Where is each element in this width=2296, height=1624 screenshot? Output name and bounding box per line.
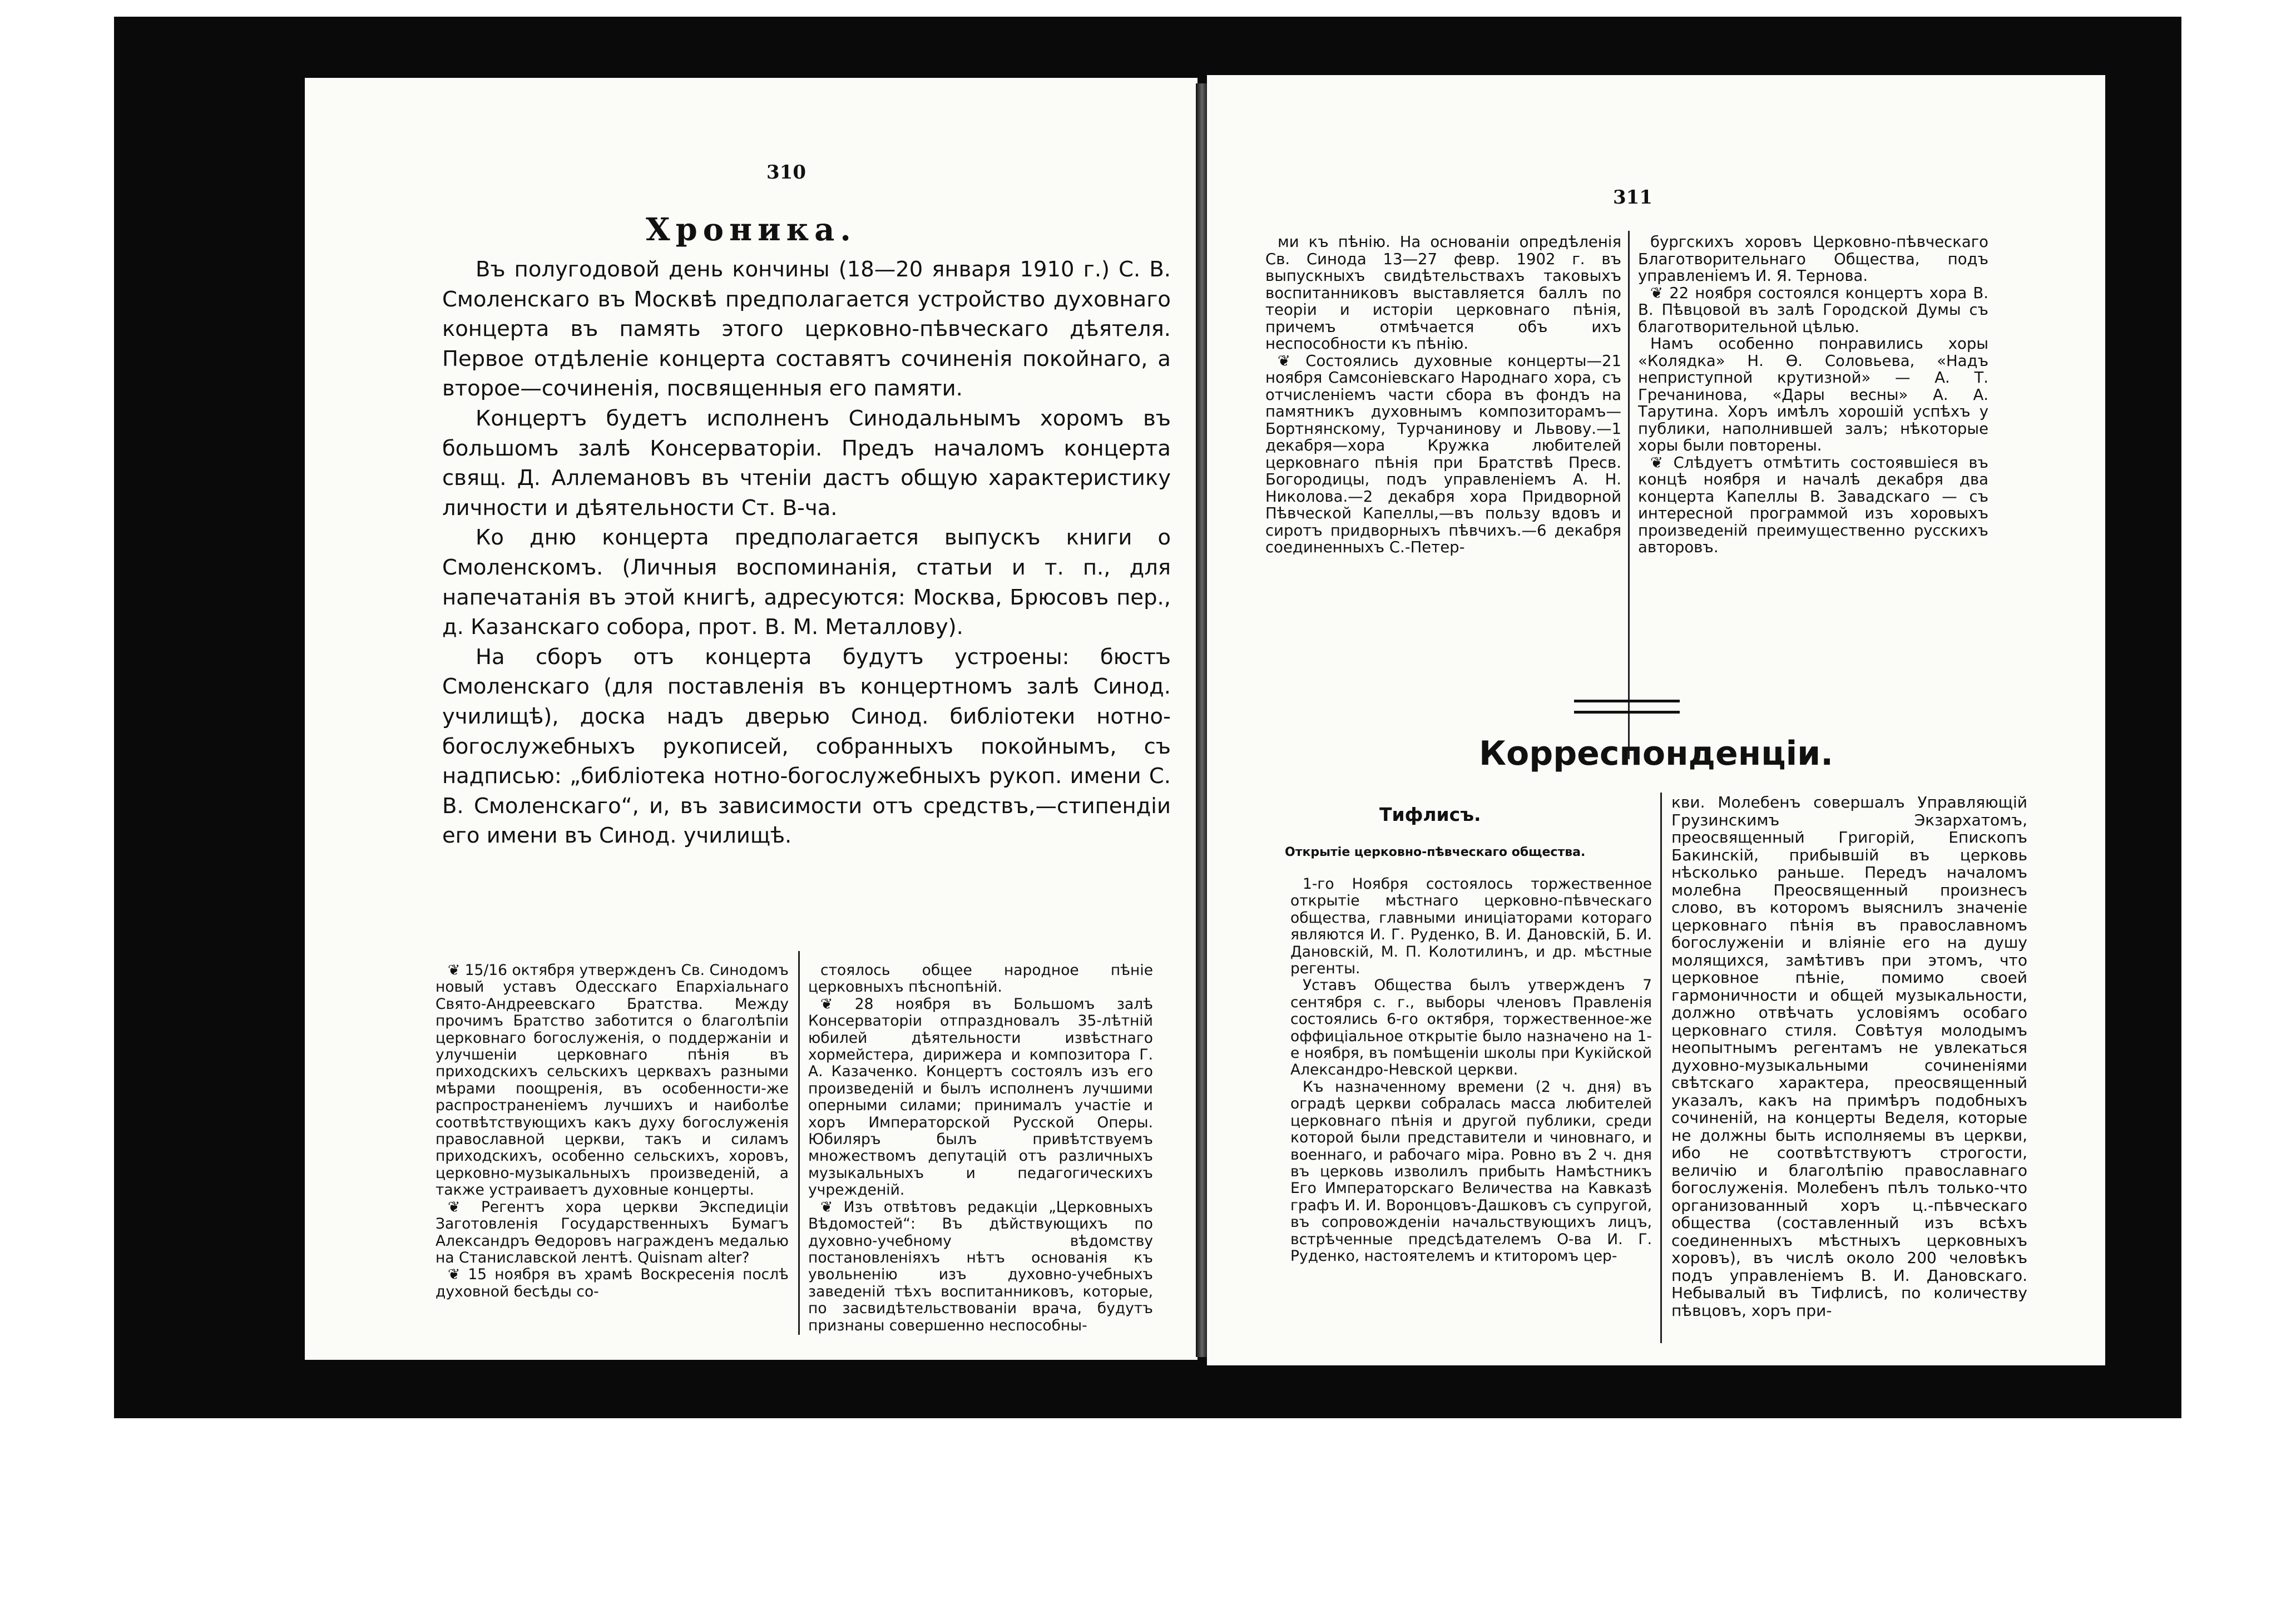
news-item: ми къ пѣнію. На основаніи опредѣленія Св. Синода 13—27 февр. 1902 г. въ выпускныхъ свидѣтельствахъ таковыхъ воспитанниковъ выставляется баллъ по теоріи и исторіи церковнаго пѣнія, причемъ отмѣчается объ ихъ неспособности къ пѣнію. — [1265, 233, 1621, 353]
section-title-chronicle: Хроника. — [646, 211, 857, 248]
article-paragraph: Къ назначенному времени (2 ч. дня) въ оградѣ церкви собралась масса любителей церковнаго пѣнія и другой публики, среди которой были представители и чиновнаго, и военнаго, и рабочаго міра. Ровно въ 2 ч. дня въ церковь изволилъ прибыть Намѣстникъ Его Императорскаго Величества на Кавказѣ графъ И. И. Воронцовъ-Дашковъ съ супругой, въ сопровожденіи начальствующихъ лицъ, встрѣченные предсѣдателемъ О-ва И. Г. Руденко, настоятелемъ и ктиторомъ цер- — [1290, 1078, 1652, 1265]
article-paragraph: кви. Молебенъ совершалъ Управляющій Грузинскимъ Экзархатомъ, преосвященный Григорій, Епископъ Бакинскій, прибывшій въ церковь нѣсколько раньше. Передъ началомъ молебна Преосвященный произнесъ слово, въ которомъ выяснилъ значеніе церковнаго пѣнія въ православномъ богослуженіи и вліяніе его на душу молящихся, замѣтивъ при этомъ, что церковное пѣніе, помимо своей гармоничности и общей музыкальности, должно отвѣчать условіямъ особаго церковнаго стиля. Совѣтуя молодымъ неопытнымъ регентамъ не увлекаться духовно-музыкальными сочиненіями свѣтскаго характера, преосвященный указалъ, какъ на примѣръ подобныхъ сочиненій, на концерты Веделя, которые не должны быть исполняемы въ церкви, ибо не соотвѣтствуютъ строгости, величію и благолѣпію православнаго богослуженія. Молебенъ пѣлъ только-что организованный хоръ ц.-пѣвческаго общества (составленный изъ всѣхъ соединенныхъ мѣстныхъ церковныхъ хоровъ), въ числѣ около 200 человѣкъ подъ управленіемъ В. И. Дановскаго. Небывалый въ Тифлисѣ, по количеству пѣвцовъ, хоръ при- — [1671, 793, 2027, 1320]
left-page — [305, 78, 1198, 1360]
page-number: 310 — [766, 161, 806, 184]
news-item: ❦ 15 ноября въ храмѣ Воскресенія послѣ духовной бесѣды со- — [436, 1266, 789, 1300]
news-item: бургскихъ хоровъ Церковно-пѣвческаго Благотворительнаго Общества, подъ управленіемъ И. Я. Тернова. — [1638, 233, 1988, 285]
article-paragraph: 1-го Ноября состоялось торжественное открытіе мѣстнаго церковно-пѣвческаго общества, главными иниціаторами котораго являются И. Г. Руденко, В. И. Дановскій, Б. И. Дановскій, М. П. Колотилинъ, и др. мѣстные регенты. — [1290, 875, 1652, 978]
right-page — [1207, 75, 2105, 1365]
news-item: ❦ Состоялись духовные концерты—21 ноября Самсоніевскаго Народнаго хора, съ отчисленіемъ части сбора въ фондъ на памятникъ духовнымъ композиторамъ—Бортнянскому, Турчанинову и Львову.—1 декабря—хора Кружка любителей церковнаго пѣнія при Братствѣ Пресв. Богородицы, подъ управленіемъ А. Н. Николова.—2 декабря хора Придворной Пѣвческой Капеллы,—въ пользу вдовъ и сиротъ придворныхъ пѣвчихъ.—6 декабря соединенныхъ С.-Петер- — [1265, 351, 1621, 556]
city-heading: Тифлисъ. — [1379, 804, 1481, 825]
page-number: 311 — [1613, 186, 1652, 209]
bottom-right-column — [1671, 794, 2027, 1319]
paragraph: Ко дню концерта предполагается выпускъ книги о Смоленскомъ. (Личныя воспоминанія, статьи и т. п., для напечатанія въ этой книгѣ, адресуются: Москва, Брюсовъ пер., д. Казанскаго собора, прот. В. М. Металлову). — [442, 525, 1171, 640]
paragraph: Въ полугодовой день кончины (18—20 января 1910 г.) С. В. Смоленскаго въ Москвѣ предполагается устройство духовнаго концерта въ память этого церковно-пѣвческаго дѣятеля. Первое отдѣленіе концерта составятъ сочиненія покойнаго, а второе—сочиненія, посвященныя его памяти. — [442, 257, 1171, 402]
news-item: ❦ 22 ноября состоялся концертъ хора В. В. Пѣвцовой въ залѣ Городской Думы съ благотворительной цѣлью. — [1638, 284, 1988, 336]
book-gutter — [1196, 83, 1208, 1357]
decorative-rule — [1574, 711, 1680, 714]
news-item: ❦ 15/16 октября утвержденъ Св. Синодомъ новый уставъ Одесскаго Епархіальнаго Свято-Андреевскаго Братства. Между прочимъ Братство заботится о благолѣпіи церковнаго богослуженія, о поддержаніи и улучшеніи церковнаго пѣнія въ приходскихъ сельскихъ церквахъ разными мѣрами поощренія, въ особенности-же распространеніемъ лучшихъ и наиболѣе соотвѣтствующихъ какъ духу богослуженія православной церкви, такъ и силамъ приходскихъ, особенно сельскихъ, хоровъ, церковно-музыкальныхъ произведеній, а также устраиваетъ духовные концерты. — [436, 962, 789, 1199]
article-paragraph: Уставъ Общества былъ утвержденъ 7 сентября с. г., выборы членовъ Правленія состоялись 6-го октября, торжественное-же оффиціальное открытіе было назначено на 1-е ноября, въ помѣщеніи школы при Кукійской Александро-Невской церкви. — [1290, 977, 1652, 1079]
paragraph: Концертъ будетъ исполненъ Синодальнымъ хоромъ въ большомъ залѣ Консерваторіи. Предъ началомъ концерта свящ. Д. Аллемановъ въ чтеніи дастъ общую характеристику личности и дѣятельности Ст. В-ча. — [442, 405, 1171, 521]
decorative-rule — [1574, 700, 1680, 702]
news-item: ❦ Слѣдуетъ отмѣтить состоявшіеся въ концѣ ноября и началѣ декабря два концерта Капеллы В. Завадскаго — съ интересной программой изъ хоровыхъ произведеній преимущественно русскихъ авторовъ. — [1638, 453, 1988, 556]
paragraph: На сборъ отъ концерта будутъ устроены: бюстъ Смоленскаго (для поставленія въ концертномъ залѣ Синод. училищѣ), доска надъ дверью Синод. библіотеки нотно-богослужебныхъ рукописей, собранныхъ покойнымъ, съ надписью: „библіотека нотно-богослужебныхъ рукоп. имени С. В. Смоленскаго“, и, въ зависимости отъ средствъ,—стипендіи его имени въ Синод. училищѣ. — [442, 644, 1171, 849]
column-divider — [798, 951, 800, 1335]
news-item: ❦ 28 ноября въ Большомъ залѣ Консерваторіи отпраздновалъ 35-лѣтній юбилей дѣятельности извѣстнаго хормейстера, дирижера и композитора Г. А. Казаченко. Концертъ состоялъ изъ его произведеній и былъ исполненъ лучшими оперными силами; принималъ участіе и хоръ Императорской Русской Оперы. Юбиляръ былъ привѣтствуемъ множествомъ депутацій отъ различныхъ музыкальныхъ и педагогическихъ учрежденій. — [808, 995, 1153, 1199]
top-left-column — [1265, 234, 1621, 556]
news-item: Намъ особенно понравились хоры «Колядка» Н. Ѳ. Соловьева, «Надъ неприступной крутизной» — А. Т. Гречанинова, «Дары весны» А. А. Тарутина. Хоръ имѣлъ хорошій успѣхъ у публики, наполнившей залъ; нѣкоторые хоры были повторены. — [1638, 335, 1988, 454]
column-divider — [1628, 231, 1630, 759]
right-column — [808, 962, 1153, 1334]
news-item: стоялось общее народное пѣніе церковныхъ пѣснопѣній. — [808, 962, 1153, 996]
section-title-correspondence: Корреспонденціи. — [1478, 734, 1834, 773]
bottom-left-column — [1290, 876, 1652, 1265]
top-right-column — [1638, 234, 1988, 556]
left-column — [436, 962, 789, 1300]
column-divider — [1660, 793, 1662, 1343]
article-subheading: Открытіе церковно-пѣвческаго общества. — [1285, 845, 1586, 859]
news-item: ❦ Регентъ хора церкви Экспедиціи Заготовленія Государственныхъ Бумагъ Александръ Ѳедоровъ награжденъ медалью на Станиславской лентѣ. Quisnam alter? — [436, 1198, 789, 1266]
news-item: ❦ Изъ отвѣтовъ редакціи „Церковныхъ Вѣдомостей“: Въ дѣйствующихъ по духовно-учебному вѣдомству постановленіяхъ нѣтъ основанія къ увольненію изъ духовно-учебныхъ заведеній тѣхъ воспитанниковъ, которые, по засвидѣтельствованіи врача, будутъ признаны совершенно неспособны- — [808, 1198, 1153, 1334]
main-text — [442, 255, 1171, 851]
